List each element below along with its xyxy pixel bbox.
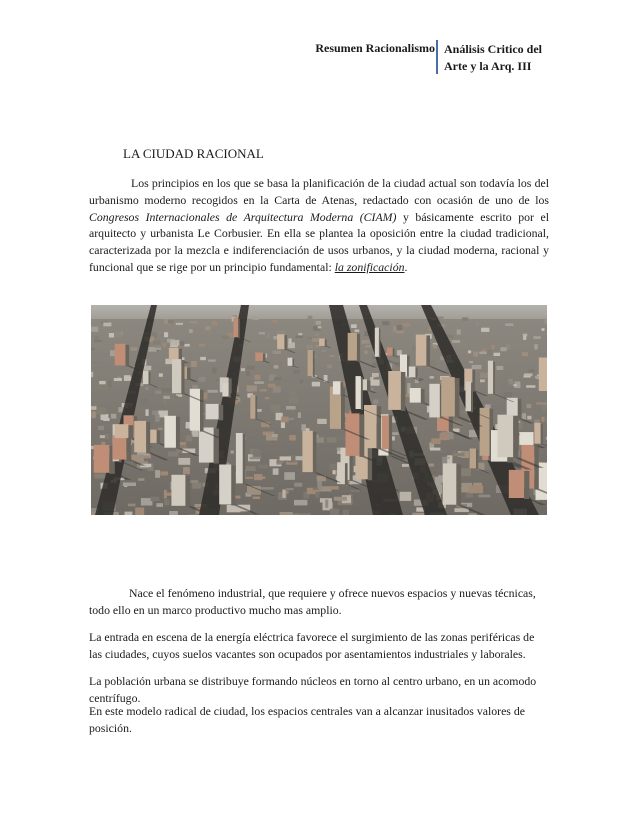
header-left-title: Resumen Racionalismo bbox=[315, 41, 435, 55]
paragraph-intro-part1: Los principios en los que se basa la planificación de la ciudad actual son todavía los del urbanismo moderno recogidos en la Carta de Atenas, redactado con ocasión de uno de los bbox=[89, 176, 549, 207]
page-header bbox=[0, 40, 638, 80]
header-right-line2: Arte y la Arq. III bbox=[444, 59, 532, 73]
header-divider bbox=[436, 40, 438, 74]
zonificacion-underlined-text: la zonificación bbox=[334, 259, 405, 274]
aerial-city-photo bbox=[91, 305, 547, 515]
paragraph-intro-end: . bbox=[404, 259, 408, 274]
paragraph-industrial: Nace el fenómeno industrial, que requiere y ofrece nuevos espacios y nuevas técnicas, todo ello en un marco productivo mucho mas amplio. bbox=[89, 586, 536, 617]
paragraph-central-spaces: En este modelo radical de ciudad, los espacios centrales van a alcanzar inusitados valores de posición. bbox=[89, 704, 525, 735]
header-right-line1: Análisis Critico del bbox=[444, 42, 542, 56]
section-title: LA CIUDAD RACIONAL bbox=[123, 146, 264, 161]
paragraph-intro bbox=[89, 175, 549, 276]
paragraph-electric: La entrada en escena de la energía eléctrica favorece el surgimiento de las zonas periféricas de las ciudades, cuyos suelos vacantes son ocupados por asentamientos industriales y laborales. bbox=[89, 630, 535, 661]
ciam-italic-text: Congresos Internacionales de Arquitectura Moderna (CIAM) bbox=[89, 209, 397, 224]
paragraph-population: La población urbana se distribuye formando núcleos en torno al centro urbano, en un acomodo centrífugo. bbox=[89, 674, 537, 705]
header-right-title bbox=[444, 41, 564, 75]
paragraph-intro-part2: y básicamente escrito por el arquitecto y urbanista Le Corbusier. En ella se plantea la oposición entre la ciudad tradicional, caracterizada por la mezcla e indiferenciación de usos urbanos, y la ciudad moderna, racional y funcional que se rige por un principio fundamental: bbox=[89, 209, 549, 274]
